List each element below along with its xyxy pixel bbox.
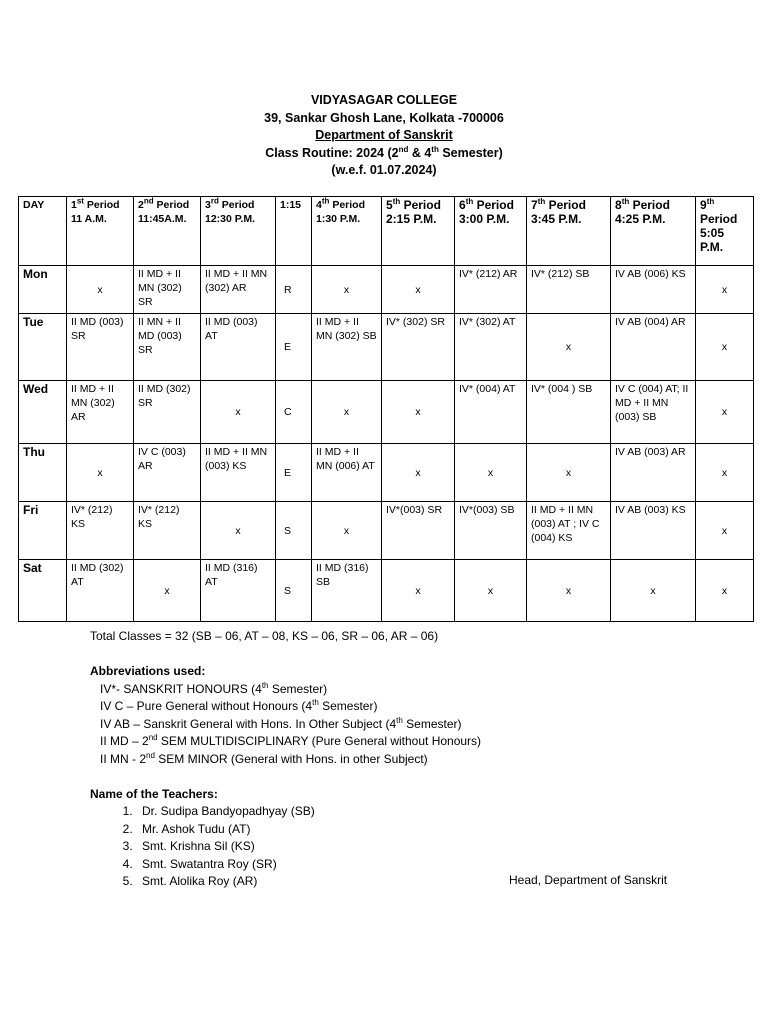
routine-cell: II MD + II MN (302) SB bbox=[312, 314, 382, 381]
routine-cell: x bbox=[455, 444, 527, 502]
routine-cell: R bbox=[276, 266, 312, 314]
routine-cell: II MD + II MN (003) KS bbox=[201, 444, 276, 502]
routine-cell: x bbox=[312, 266, 382, 314]
column-header: 1st Period 11 A.M. bbox=[67, 197, 134, 266]
routine-title: Class Routine: 2024 (2nd & 4th Semester) bbox=[265, 144, 503, 160]
day-cell: Fri bbox=[19, 502, 67, 560]
department-name: Department of Sanskrit bbox=[315, 128, 453, 142]
column-header: 5th Period 2:15 P.M. bbox=[382, 197, 455, 266]
abbreviation-item: IV AB – Sanskrit General with Hons. In Other Subject (4th Semester) bbox=[100, 715, 462, 731]
column-header: 8th Period 4:25 P.M. bbox=[611, 197, 696, 266]
routine-cell: x bbox=[611, 560, 696, 622]
column-header: 9th Period 5:05 P.M. bbox=[696, 197, 754, 266]
routine-cell: IV* (212) SB bbox=[527, 266, 611, 314]
abbreviations-heading: Abbreviations used: bbox=[90, 664, 206, 678]
routine-cell: x bbox=[382, 381, 455, 444]
routine-cell: x bbox=[382, 444, 455, 502]
routine-cell: x bbox=[696, 266, 754, 314]
abbreviations-list bbox=[90, 681, 481, 769]
routine-cell: E bbox=[276, 314, 312, 381]
routine-cell: IV*(003) SR bbox=[382, 502, 455, 560]
table-row bbox=[19, 266, 754, 314]
routine-cell: II MN + II MD (003) SR bbox=[134, 314, 201, 381]
table-header-row bbox=[19, 197, 754, 266]
table-row bbox=[19, 502, 754, 560]
signature-line: Head, Department of Sanskrit bbox=[509, 873, 668, 887]
routine-cell: x bbox=[696, 560, 754, 622]
teacher-item: 1. Dr. Sudipa Bandyopadhyay (SB) bbox=[136, 803, 481, 821]
routine-cell: II MD (302) SR bbox=[134, 381, 201, 444]
routine-cell: IV* (302) AT bbox=[455, 314, 527, 381]
routine-cell: II MD + II MN (302) SR bbox=[134, 266, 201, 314]
effective-date: (w.e.f. 01.07.2024) bbox=[331, 163, 437, 177]
routine-cell: x bbox=[312, 381, 382, 444]
column-header: 7th Period 3:45 P.M. bbox=[527, 197, 611, 266]
routine-cell: II MD + II MN (302) AR bbox=[67, 381, 134, 444]
routine-cell: x bbox=[201, 381, 276, 444]
routine-cell: x bbox=[455, 560, 527, 622]
column-header: 3rd Period 12:30 P.M. bbox=[201, 197, 276, 266]
routine-cell: IV* (212) KS bbox=[134, 502, 201, 560]
routine-cell: x bbox=[134, 560, 201, 622]
column-header: 2nd Period 11:45A.M. bbox=[134, 197, 201, 266]
routine-cell: II MD (316) AT bbox=[201, 560, 276, 622]
class-routine-table bbox=[18, 196, 754, 622]
routine-cell: x bbox=[67, 266, 134, 314]
table-row bbox=[19, 444, 754, 502]
teacher-item: 5. Smt. Alolika Roy (AR) bbox=[136, 873, 481, 891]
routine-cell: II MD (003) SR bbox=[67, 314, 134, 381]
routine-cell: IV C (003) AR bbox=[134, 444, 201, 502]
column-header: 4th Period 1:30 P.M. bbox=[312, 197, 382, 266]
routine-cell: IV* (212) KS bbox=[67, 502, 134, 560]
column-header: DAY bbox=[19, 197, 67, 266]
column-header: 6th Period 3:00 P.M. bbox=[455, 197, 527, 266]
routine-cell: x bbox=[696, 444, 754, 502]
routine-cell: C bbox=[276, 381, 312, 444]
routine-cell: S bbox=[276, 560, 312, 622]
routine-cell: x bbox=[201, 502, 276, 560]
day-cell: Tue bbox=[19, 314, 67, 381]
column-header: 1:15 bbox=[276, 197, 312, 266]
routine-cell: IV* (004) AT bbox=[455, 381, 527, 444]
abbreviation-item: II MN - 2nd SEM MINOR (General with Hons. in other Subject) bbox=[100, 750, 428, 766]
teacher-item: 2. Mr. Ashok Tudu (AT) bbox=[136, 821, 481, 839]
college-name: VIDYASAGAR COLLEGE bbox=[310, 93, 458, 107]
day-cell: Thu bbox=[19, 444, 67, 502]
routine-cell: IV AB (003) KS bbox=[611, 502, 696, 560]
routine-cell: II MD + II MN (003) AT ; IV C (004) KS bbox=[527, 502, 611, 560]
day-cell: Mon bbox=[19, 266, 67, 314]
routine-cell: x bbox=[312, 502, 382, 560]
routine-cell: x bbox=[696, 314, 754, 381]
routine-cell: II MD (302) AT bbox=[67, 560, 134, 622]
routine-cell: IV AB (003) AR bbox=[611, 444, 696, 502]
routine-cell: S bbox=[276, 502, 312, 560]
abbreviation-item: II MD – 2nd SEM MULTIDISCIPLINARY (Pure General without Honours) bbox=[100, 733, 482, 748]
college-address: 39, Sankar Ghosh Lane, Kolkata -700006 bbox=[264, 110, 504, 125]
routine-cell: IV*(003) SB bbox=[455, 502, 527, 560]
routine-cell: II MD + II MN (302) AR bbox=[201, 266, 276, 314]
teacher-item: 3. Smt. Krishna Sil (KS) bbox=[136, 838, 481, 856]
day-cell: Wed bbox=[19, 381, 67, 444]
routine-cell: x bbox=[67, 444, 134, 502]
table-row bbox=[19, 314, 754, 381]
routine-cell: x bbox=[696, 502, 754, 560]
routine-cell: IV* (302) SR bbox=[382, 314, 455, 381]
routine-cell: II MD (316) SB bbox=[312, 560, 382, 622]
table-body bbox=[19, 266, 754, 622]
routine-cell: IV AB (006) KS bbox=[611, 266, 696, 314]
notes-section bbox=[90, 628, 481, 891]
teacher-item: 4. Smt. Swatantra Roy (SR) bbox=[136, 856, 481, 874]
total-classes: Total Classes = 32 (SB – 06, AT – 08, KS – 06, SR – 06, AR – 06) bbox=[90, 629, 439, 643]
routine-cell: II MD + II MN (006) AT bbox=[312, 444, 382, 502]
abbreviation-item: IV C – Pure General without Honours (4th Semester) bbox=[100, 698, 378, 713]
document-header bbox=[0, 92, 768, 180]
abbreviation-item: IV*- SANSKRIT HONOURS (4th Semester) bbox=[100, 680, 328, 696]
routine-cell: x bbox=[382, 266, 455, 314]
routine-cell: x bbox=[696, 381, 754, 444]
routine-cell: IV C (004) AT; II MD + II MN (003) SB bbox=[611, 381, 696, 444]
teachers-heading: Name of the Teachers: bbox=[90, 786, 218, 801]
teachers-list bbox=[90, 803, 481, 891]
table-row bbox=[19, 381, 754, 444]
table-row bbox=[19, 560, 754, 622]
routine-cell: IV AB (004) AR bbox=[611, 314, 696, 381]
routine-cell: IV* (212) AR bbox=[455, 266, 527, 314]
routine-cell: E bbox=[276, 444, 312, 502]
routine-cell: x bbox=[527, 314, 611, 381]
routine-cell: IV* (004 ) SB bbox=[527, 381, 611, 444]
routine-cell: II MD (003) AT bbox=[201, 314, 276, 381]
routine-cell: x bbox=[527, 444, 611, 502]
day-cell: Sat bbox=[19, 560, 67, 622]
routine-cell: x bbox=[382, 560, 455, 622]
routine-cell: x bbox=[527, 560, 611, 622]
